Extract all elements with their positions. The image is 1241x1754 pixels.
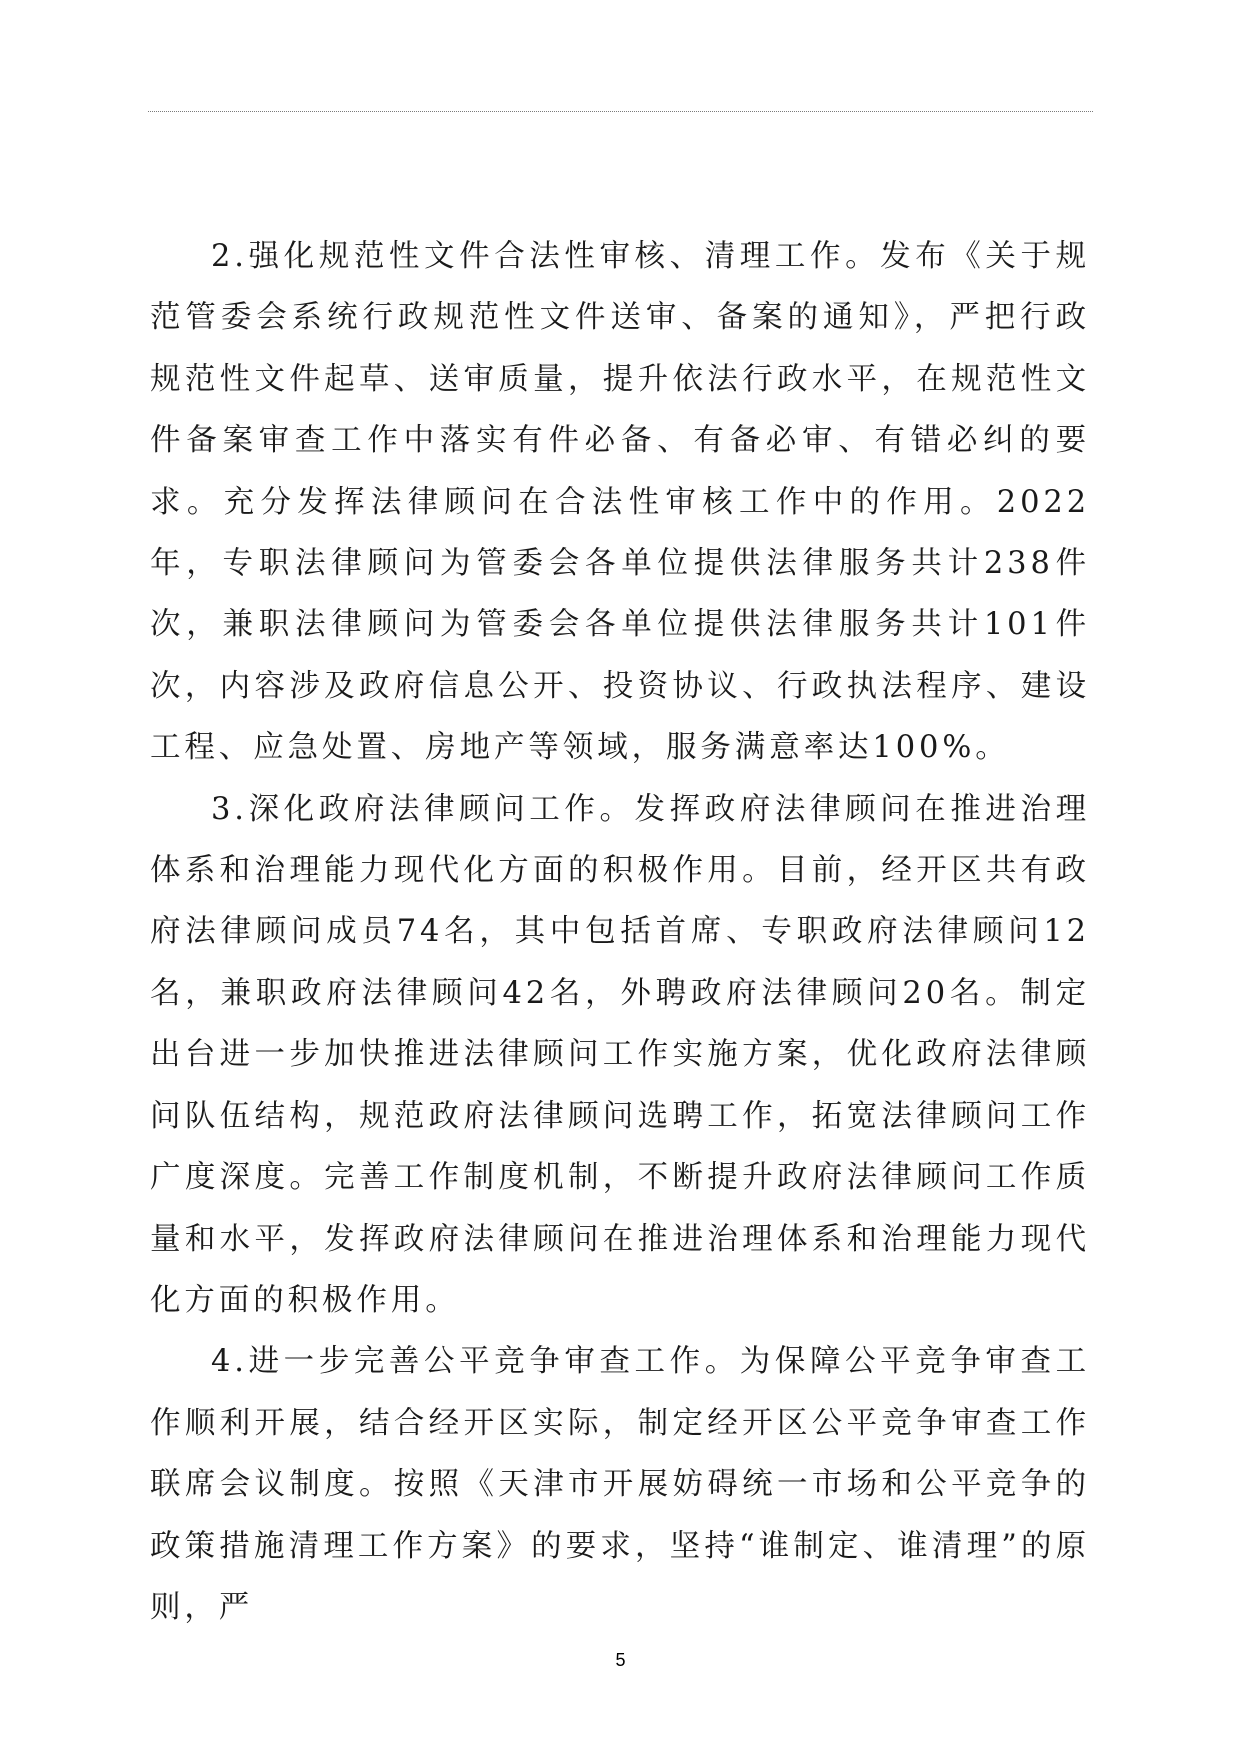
paragraph-4: 4.进一步完善公平竞争审查工作。为保障公平竞争审查工作顺利开展，结合经开区实际，制定经开区公平竞争审查工作联席会议制度。按照《天津市开展妨碍统一市场和公平竞争的政策措施清理工作方案》的要求，坚持“谁制定、谁清理”的原则，严 [150, 1344, 1090, 1625]
document-body [150, 226, 1090, 1638]
header-rule [148, 111, 1093, 112]
page-number: 5 [615, 1650, 626, 1670]
paragraph-2: 2.强化规范性文件合法性审核、清理工作。发布《关于规范管委会系统行政规范性文件送审、备案的通知》，严把行政规范性文件起草、送审质量，提升依法行政水平，在规范性文件备案审查工作中落实有件必备、有备必审、有错必纠的要求。充分发挥法律顾问在合法性审核工作中的作用。2022年，专职法律顾问为管委会各单位提供法律服务共计238件次，兼职法律顾问为管委会各单位提供法律服务共计101件次，内容涉及政府信息公开、投资协议、行政执法程序、建设工程、应急处置、房地产等领域，服务满意率达100%。 [150, 239, 1090, 766]
paragraph-3: 3.深化政府法律顾问工作。发挥政府法律顾问在推进治理体系和治理能力现代化方面的积极作用。目前，经开区共有政府法律顾问成员74名，其中包括首席、专职政府法律顾问12名，兼职政府法律顾问42名，外聘政府法律顾问20名。制定出台进一步加快推进法律顾问工作实施方案，优化政府法律顾问队伍结构，规范政府法律顾问选聘工作，拓宽法律顾问工作广度深度。完善工作制度机制，不断提升政府法律顾问工作质量和水平，发挥政府法律顾问在推进治理体系和治理能力现代化方面的积极作用。 [150, 791, 1090, 1318]
